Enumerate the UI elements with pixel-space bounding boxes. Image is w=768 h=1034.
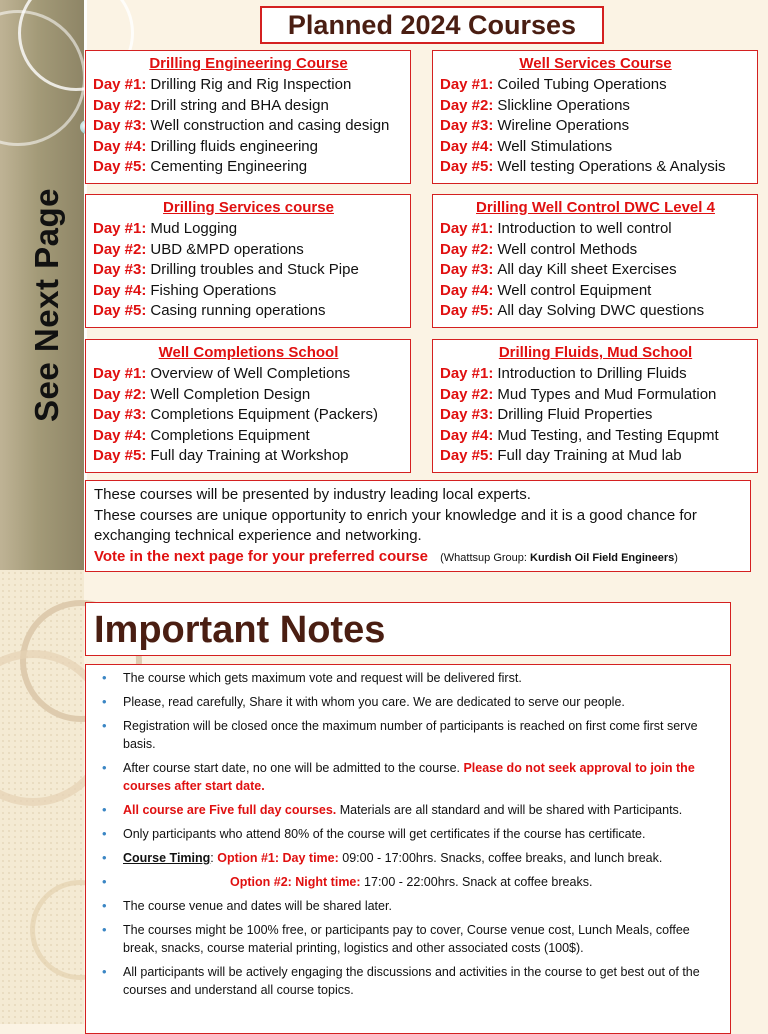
day-label: Day #4: — [440, 137, 494, 155]
day-row — [440, 426, 751, 447]
day-label: Day #4: — [93, 426, 147, 444]
list-item — [100, 669, 720, 687]
day-row — [440, 260, 751, 281]
day-text: Drilling Fluid Properties — [497, 406, 653, 423]
day-label: Day #3: — [93, 117, 147, 134]
day-row — [440, 240, 751, 261]
course-title: Drilling Fluids, Mud School — [498, 344, 693, 361]
day-text: Mud Testing, and Testing Equpmt — [497, 426, 719, 444]
day-label: Day #5: — [440, 158, 494, 175]
list-item — [100, 963, 720, 999]
day-row — [93, 446, 404, 467]
course-title: Drilling Engineering Course — [149, 55, 348, 72]
timing-colon: : — [210, 851, 218, 865]
day-row — [93, 219, 404, 240]
notes-list — [85, 664, 731, 1034]
bullet-icon: • — [102, 850, 107, 865]
day-label: Day #1: — [440, 76, 494, 93]
list-item — [100, 825, 720, 843]
day-row — [93, 426, 404, 447]
course-box — [85, 50, 411, 184]
info-line: These courses will be presented by industry leading local experts. — [94, 486, 531, 503]
bullet-icon: • — [102, 718, 107, 733]
note-text: The course which gets maximum vote and request will be delivered first. — [123, 671, 522, 685]
day-text: Introduction to well control — [497, 220, 672, 237]
option-1-label: Option #1: Day time: — [217, 851, 339, 865]
list-item — [100, 921, 720, 957]
list-item — [100, 717, 720, 753]
day-row — [93, 301, 404, 322]
day-label: Day #2: — [93, 240, 147, 258]
day-text: All day Solving DWC questions — [497, 302, 705, 319]
day-label: Day #5: — [440, 447, 494, 464]
day-label: Day #4: — [93, 137, 147, 155]
day-row — [93, 260, 404, 281]
day-text: All day Kill sheet Exercises — [497, 261, 677, 278]
bullet-icon: • — [102, 922, 107, 937]
list-item — [100, 897, 720, 915]
day-row — [440, 157, 751, 178]
day-row — [93, 157, 404, 178]
option-1-text: 09:00 - 17:00hrs. Snacks, coffee breaks, and lunch break. — [338, 851, 663, 865]
day-label: Day #5: — [93, 447, 147, 464]
day-text: Full day Training at Workshop — [150, 447, 349, 464]
option-2-label: Option #2: Night time: — [230, 875, 361, 889]
day-label: Day #1: — [93, 365, 147, 382]
day-label: Day #2: — [440, 240, 494, 258]
day-text: Well Stimulations — [497, 137, 613, 155]
day-label: Day #1: — [440, 365, 494, 382]
bullet-icon: • — [102, 802, 107, 817]
day-text: Coiled Tubing Operations — [497, 76, 667, 93]
day-text: Cementing Engineering — [150, 158, 308, 175]
note-emphasis: All course are Five full day courses. — [123, 803, 337, 817]
day-label: Day #2: — [440, 385, 494, 403]
day-row — [440, 75, 751, 96]
bullet-icon: • — [102, 826, 107, 841]
day-row — [93, 385, 404, 406]
day-label: Day #3: — [93, 406, 147, 423]
course-box — [85, 339, 411, 473]
vote-call-to-action: Vote in the next page for your preferred course — [94, 547, 428, 565]
day-label: Day #4: — [440, 426, 494, 444]
info-line: These courses are unique opportunity to enrich your knowledge and it is a good chance for exchanging technical experience and networking. — [94, 506, 697, 544]
day-row — [440, 281, 751, 302]
whatsapp-group-name: Kurdish Oil Field Engineers — [530, 551, 675, 564]
day-text: UBD &MPD operations — [150, 240, 304, 258]
day-text: Fishing Operations — [150, 281, 277, 299]
day-text: Overview of Well Completions — [150, 365, 351, 382]
day-text: Mud Types and Mud Formulation — [497, 385, 717, 403]
whatsapp-suffix: ) — [674, 551, 678, 564]
day-text: Well testing Operations & Analysis — [497, 158, 726, 175]
day-label: Day #5: — [93, 302, 147, 319]
day-text: Drilling fluids engineering — [150, 137, 318, 155]
note-text: After course start date, no one will be admitted to the course. — [123, 761, 464, 775]
day-row — [93, 405, 404, 426]
day-row — [440, 116, 751, 137]
day-row — [440, 364, 751, 385]
day-label: Day #1: — [93, 220, 147, 237]
note-text: The course venue and dates will be shared later. — [123, 899, 392, 913]
course-title: Well Completions School — [158, 344, 339, 361]
note-text: Please, read carefully, Share it with whom you care. We are dedicated to serve our people. — [123, 695, 625, 709]
whatsapp-prefix: (Whattsup Group: — [440, 551, 531, 564]
day-text: Slickline Operations — [497, 96, 630, 114]
day-text: Drilling Rig and Rig Inspection — [150, 76, 352, 93]
bullet-icon: • — [102, 694, 107, 709]
day-label: Day #3: — [440, 406, 494, 423]
option-2-text: 17:00 - 22:00hrs. Snack at coffee breaks. — [360, 875, 593, 889]
day-label: Day #4: — [440, 281, 494, 299]
day-text: Well control Equipment — [497, 281, 652, 299]
day-label: Day #2: — [93, 96, 147, 114]
day-text: Introduction to Drilling Fluids — [497, 365, 687, 382]
note-text: Materials are all standard and will be shared with Participants. — [336, 803, 683, 817]
day-label: Day #2: — [440, 96, 494, 114]
note-text: Only participants who attend 80% of the course will get certificates if the course has certificate. — [123, 827, 646, 841]
day-text: Well control Methods — [497, 240, 638, 258]
bullet-icon: • — [102, 760, 107, 775]
day-text: Well construction and casing design — [150, 117, 390, 134]
course-box — [432, 339, 758, 473]
day-row — [93, 240, 404, 261]
notes-heading: Important Notes — [85, 602, 731, 656]
whatsapp-group-note — [440, 552, 678, 564]
course-title: Well Services Course — [519, 55, 672, 72]
day-text: Drill string and BHA design — [150, 96, 329, 114]
day-label: Day #5: — [440, 302, 494, 319]
day-text: Full day Training at Mud lab — [497, 447, 682, 464]
day-row — [93, 137, 404, 158]
day-row — [440, 219, 751, 240]
day-row — [440, 405, 751, 426]
day-text: Completions Equipment — [150, 426, 310, 444]
day-text: Completions Equipment (Packers) — [150, 406, 378, 423]
note-text: The courses might be 100% free, or participants pay to cover, Course venue cost, Lunch Meals, coffee break, snacks, course material printing, logistics and other associated costs (100$). — [123, 923, 690, 955]
bullet-icon: • — [102, 898, 107, 913]
course-box — [432, 50, 758, 184]
bullet-icon: • — [102, 964, 107, 979]
day-row — [93, 364, 404, 385]
list-item — [100, 759, 720, 795]
day-row — [440, 96, 751, 117]
list-item — [100, 693, 720, 711]
day-row — [440, 446, 751, 467]
day-row — [93, 116, 404, 137]
day-row — [93, 75, 404, 96]
day-label: Day #3: — [440, 261, 494, 278]
day-text: Mud Logging — [150, 220, 238, 237]
day-label: Day #3: — [93, 261, 147, 278]
day-text: Casing running operations — [150, 302, 326, 319]
day-label: Day #1: — [93, 76, 147, 93]
list-item — [100, 801, 720, 819]
note-warning: Please do not seek approval to join the courses after start date. — [123, 761, 695, 793]
course-box — [85, 194, 411, 328]
day-label: Day #3: — [440, 117, 494, 134]
see-next-page-label: See Next Page — [28, 188, 65, 422]
bullet-icon: • — [102, 670, 107, 685]
bullet-icon: • — [102, 874, 107, 889]
day-text: Well Completion Design — [150, 385, 311, 403]
day-label: Day #1: — [440, 220, 494, 237]
day-label: Day #4: — [93, 281, 147, 299]
note-text: All participants will be actively engaging the discussions and activities in the course to get best out of the courses and understand all course topics. — [123, 965, 700, 997]
day-label: Day #2: — [93, 385, 147, 403]
day-row — [93, 96, 404, 117]
course-title: Drilling Well Control DWC Level 4 — [476, 199, 715, 216]
course-title: Drilling Services course — [163, 199, 334, 216]
course-timing-label: Course Timing — [123, 851, 211, 865]
day-row — [440, 385, 751, 406]
list-item — [100, 849, 720, 867]
day-text: Wireline Operations — [497, 117, 630, 134]
course-box — [432, 194, 758, 328]
info-box — [85, 480, 751, 572]
day-row — [440, 301, 751, 322]
list-item — [100, 873, 720, 891]
day-row — [440, 137, 751, 158]
day-row — [93, 281, 404, 302]
note-text: Registration will be closed once the maximum number of participants is reached on first come first serve basis. — [123, 719, 698, 751]
page-title: Planned 2024 Courses — [260, 6, 604, 44]
day-label: Day #5: — [93, 158, 147, 175]
day-text: Drilling troubles and Stuck Pipe — [150, 261, 359, 278]
